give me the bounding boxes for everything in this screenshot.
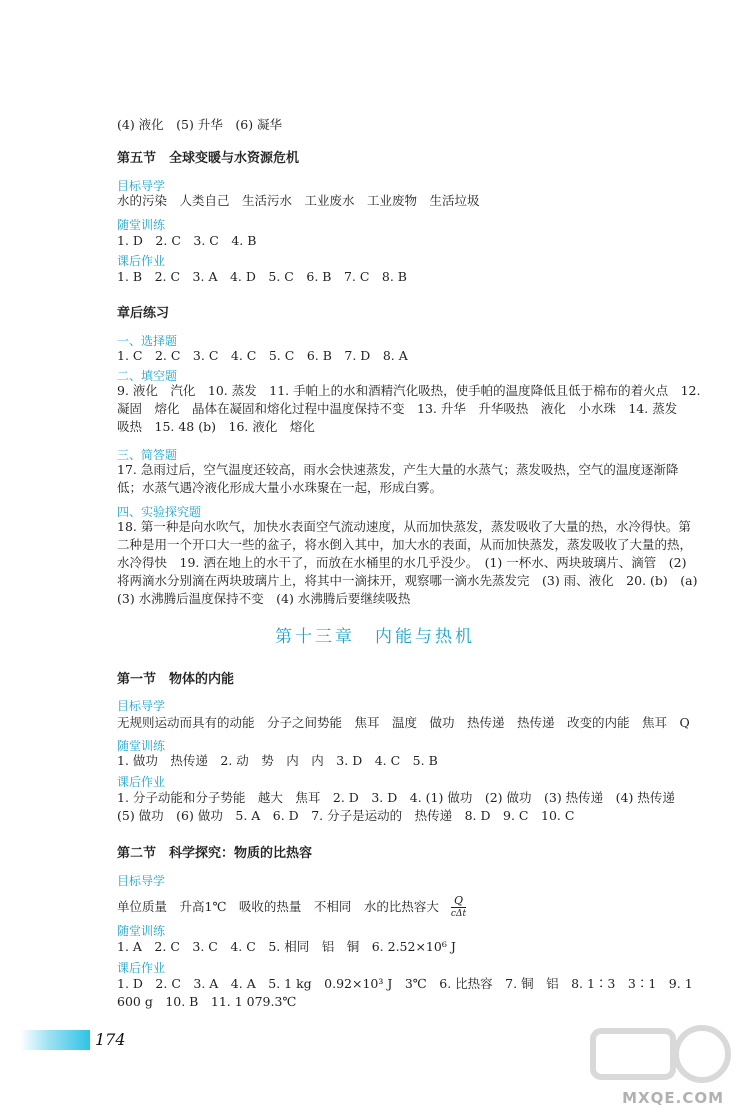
c2-heading-practice: 随堂训练 <box>117 924 166 938</box>
review-title: 章后练习 <box>117 306 170 321</box>
c1-goals-answers: 无规则运动而具有的动能 分子之间势能 焦耳 温度 做功 热传递 热传递 改变的内能 焦耳 Q <box>117 715 690 730</box>
chapter-title: 第十三章 内能与热机 <box>275 627 475 647</box>
c2-heading-homework: 课后作业 <box>117 961 166 975</box>
review-experiment-answers: 18. 第一种是向水吹气，加快水表面空气流动速度，从而加快蒸发，蒸发吸收了大量的热，水冷得快。第二种是用一个开口大一些的盆子，将水倒入其中，加大水的表面，从而加快蒸发，蒸发吸收了大量的热，水冷得快 19. 洒在地上的水干了，而放在水桶里的水几乎没少。 (1) 一杯水、两块玻璃片、滴管 (2) 将两滴水分别滴在两块玻璃片上，将其中一滴抹开，观察哪一滴水先蒸发完 (3) 雨、液化 20. (b) (a) (3) 水沸腾后温度保持不变 (4) 水沸腾后要继续吸热 <box>117 519 711 606</box>
c1-heading-practice: 随堂训练 <box>117 739 166 753</box>
c1-heading-goals: 目标导学 <box>117 699 166 713</box>
s5-practice-answers: 1. D 2. C 3. C 4. B <box>117 233 257 248</box>
c2-goals-text: 单位质量 升高1℃ 吸收的热量 不相同 水的比热容大 <box>117 899 439 914</box>
review-fill-answers: 9. 液化 汽化 10. 蒸发 11. 手帕上的水和酒精汽化吸热，使手帕的温度降低且低于棉布的着火点 12. 凝固 熔化 晶体在凝固和熔化过程中温度保持不变 13. 升华 升华吸热 液化 小水珠 14. 蒸发 吸热 15. 48 (b) 16. 液化 熔化 <box>117 383 701 434</box>
page-number: 174 <box>95 1030 126 1049</box>
section-5-title: 第五节 全球变暖与水资源危机 <box>117 151 300 166</box>
review-heading-fill: 二、填空题 <box>117 369 178 383</box>
chapter13-section2-title: 第二节 科学探究：物质的比热容 <box>117 846 313 861</box>
c1-heading-homework: 课后作业 <box>117 775 166 789</box>
s5-heading-practice: 随堂训练 <box>117 218 166 232</box>
review-heading-experiment: 四、实验探究题 <box>117 505 202 519</box>
c2-goals-answers <box>117 895 466 920</box>
chapter13-section1-title: 第一节 物体的内能 <box>117 672 235 687</box>
s5-goals-answers: 水的污染 人类自己 生活污水 工业废水 工业废物 生活垃圾 <box>117 193 480 208</box>
c1-practice-answers: 1. 做功 热传递 2. 动 势 内 内 3. D 4. C 5. B <box>117 753 438 768</box>
c2-homework-answers: 1. D 2. C 3. A 4. A 5. 1 kg 0.92×10³ J 3℃ 6. 比热容 7. 铜 铝 8. 1∶3 3∶1 9. 1 600 g 10. B 11. 1 079.3℃ <box>117 976 693 1009</box>
fraction <box>451 895 466 920</box>
top-line: (4) 液化 (5) 升华 (6) 凝华 <box>117 117 283 132</box>
c2-heading-goals: 目标导学 <box>117 874 166 888</box>
s5-homework-answers: 1. B 2. C 3. A 4. D 5. C 6. B 7. C 8. B <box>117 269 407 284</box>
review-heading-short: 三、简答题 <box>117 448 178 462</box>
c1-homework-answers: 1. 分子动能和分子势能 越大 焦耳 2. D 3. D 4. (1) 做功 (2) 做功 (3) 热传递 (4) 热传递 (5) 做功 (6) 做功 5. A 6. D 7. 分子是运动的 热传递 8. D 9. C 10. C <box>117 790 688 823</box>
review-heading-choice: 一、选择题 <box>117 334 178 348</box>
fraction-numerator: Q <box>451 895 466 908</box>
s5-heading-homework: 课后作业 <box>117 254 166 268</box>
review-choice-answers: 1. C 2. C 3. C 4. C 5. C 6. B 7. D 8. A <box>117 348 408 363</box>
watermark-text: MXQE.COM <box>622 1089 724 1107</box>
c2-practice-answers: 1. A 2. C 3. C 4. C 5. 相同 铝 铜 6. 2.52×10⁶ J <box>117 939 456 954</box>
page-number-bar <box>20 1030 90 1050</box>
review-short-answers: 17. 急雨过后，空气温度还较高，雨水会快速蒸发，产生大量的水蒸气；蒸发吸热，空气的温度逐渐降低；水蒸气遇冷液化形成大量小水珠聚在一起，形成白雾。 <box>117 462 679 495</box>
fraction-denominator: cΔt <box>450 909 467 919</box>
s5-heading-goals: 目标导学 <box>117 179 166 193</box>
